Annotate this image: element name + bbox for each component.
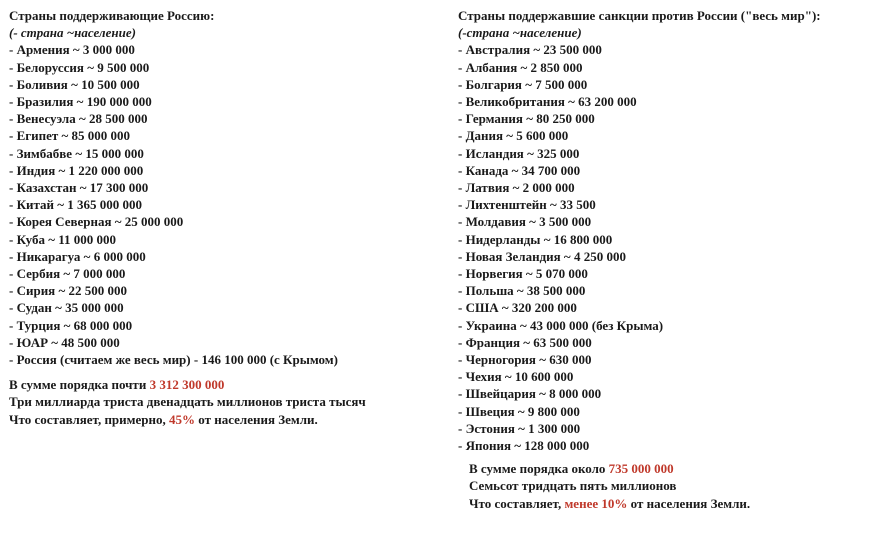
list-item: - Корея Северная ~ 25 000 000 [9, 214, 184, 230]
right-summary-share-label: Что составляет, [469, 495, 565, 511]
list-item: - Лихтенштейн ~ 33 500 [458, 197, 596, 213]
left-subheading: (- страна ~население) [9, 25, 136, 41]
list-item: - Сербия ~ 7 000 000 [9, 266, 126, 282]
list-item: - Албания ~ 2 850 000 [458, 59, 583, 75]
list-item: - Канада ~ 34 700 000 [458, 162, 581, 178]
right-summary-total-label: В сумме порядка около [469, 461, 609, 477]
list-item: - Швеция ~ 9 800 000 [458, 403, 580, 419]
list-item: - Япония ~ 128 000 000 [458, 438, 590, 454]
list-item: - Черногория ~ 630 000 [458, 352, 592, 368]
list-item: - Исландия ~ 325 000 [458, 145, 580, 161]
list-item: - Норвегия ~ 5 070 000 [458, 266, 588, 282]
right-summary-in-words: Семьсот тридцать пять миллионов [469, 478, 677, 494]
list-item: - Германия ~ 80 250 000 [458, 111, 595, 127]
right-summary [469, 460, 873, 512]
right-summary-share-suffix: от населения Земли. [627, 495, 751, 511]
left-summary-share [9, 411, 429, 428]
right-subheading: (-страна ~население) [458, 25, 582, 41]
list-item: - Боливия ~ 10 500 000 [9, 76, 140, 92]
list-item: - Болгария ~ 7 500 000 [458, 76, 588, 92]
list-item: - Зимбабве ~ 15 000 000 [9, 145, 144, 161]
list-item: - Австралия ~ 23 500 000 [458, 42, 602, 58]
list-item: - Судан ~ 35 000 000 [9, 300, 124, 316]
right-summary-total [469, 460, 873, 477]
list-item: - Молдавия ~ 3 500 000 [458, 214, 592, 230]
list-item: - Никарагуа ~ 6 000 000 [9, 248, 146, 264]
left-summary-total [9, 376, 429, 393]
left-summary-in-words: Три миллиарда триста двенадцать миллионов триста тысяч [9, 394, 366, 410]
left-summary-total-label: В сумме порядка почти [9, 377, 150, 393]
list-item: - Латвия ~ 2 000 000 [458, 180, 575, 196]
list-item: - Индия ~ 1 220 000 000 [9, 162, 144, 178]
list-item: - Дания ~ 5 600 000 [458, 128, 569, 144]
list-item: - Казахстан ~ 17 300 000 [9, 180, 149, 196]
list-item: - Венесуэла ~ 28 500 000 [9, 111, 148, 127]
right-heading: Страны поддержавшие санкции против России ("весь мир"): [458, 8, 821, 23]
left-heading: Страны поддерживающие Россию: [9, 8, 215, 23]
list-item: - Россия (считаем же весь мир) - 146 100 000 (с Крымом) [9, 352, 338, 368]
list-item: - Куба ~ 11 000 000 [9, 231, 117, 247]
list-item: - Бразилия ~ 190 000 000 [9, 94, 152, 110]
list-item: - Франция ~ 63 500 000 [458, 334, 592, 350]
list-item: - Великобритания ~ 63 200 000 [458, 94, 637, 110]
sanctioning-countries-column [458, 7, 873, 512]
list-item: - Новая Зеландия ~ 4 250 000 [458, 248, 626, 264]
list-item: - Сирия ~ 22 500 000 [9, 283, 127, 299]
left-summary-total-value: 3 312 300 000 [149, 377, 225, 393]
list-item: - Египет ~ 85 000 000 [9, 128, 131, 144]
left-summary-share-value: 45% [169, 411, 195, 427]
list-item: - Турция ~ 68 000 000 [9, 317, 133, 333]
list-item: - США ~ 320 200 000 [458, 300, 577, 316]
list-item: - Польша ~ 38 500 000 [458, 283, 586, 299]
left-country-list [9, 41, 429, 368]
list-item: - Нидерланды ~ 16 800 000 [458, 231, 613, 247]
list-item: - ЮАР ~ 48 500 000 [9, 334, 120, 350]
list-item: - Чехия ~ 10 600 000 [458, 369, 574, 385]
left-summary-share-suffix: от населения Земли. [195, 411, 318, 427]
list-item: - Армения ~ 3 000 000 [9, 42, 135, 58]
right-summary-total-value: 735 000 000 [608, 461, 674, 477]
right-summary-share [469, 495, 873, 512]
left-summary-share-label: Что составляет, примерно, [9, 411, 169, 427]
left-summary [9, 376, 429, 428]
list-item: - Эстония ~ 1 300 000 [458, 420, 581, 436]
list-item: - Китай ~ 1 365 000 000 [9, 197, 143, 213]
list-item: - Белоруссия ~ 9 500 000 [9, 59, 150, 75]
supporting-countries-column [9, 7, 429, 428]
list-item: - Украина ~ 43 000 000 (без Крыма) [458, 317, 664, 333]
right-country-list [458, 41, 873, 454]
list-item: - Швейцария ~ 8 000 000 [458, 386, 602, 402]
right-summary-share-value: менее 10% [564, 495, 628, 511]
